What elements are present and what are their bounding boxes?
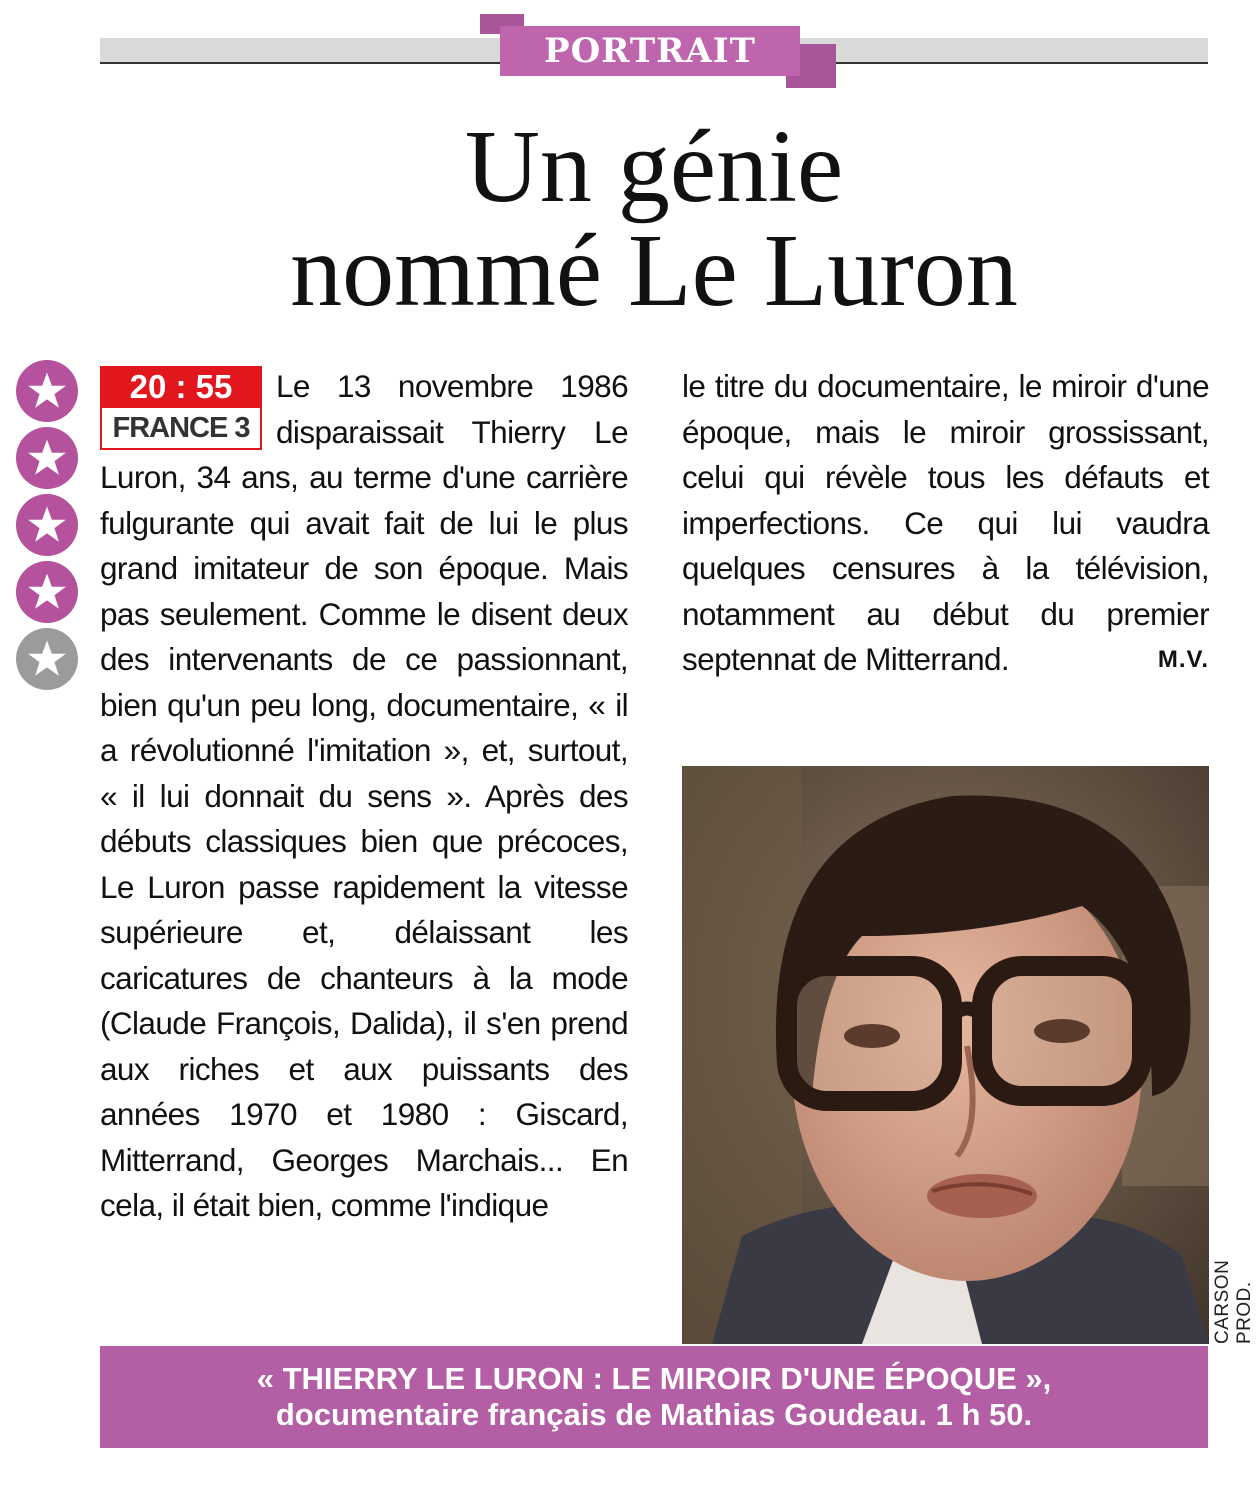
caption-details: documentaire français de Mathias Goudeau. 1 h 50. [275,1397,1033,1432]
rating-stars [16,360,80,695]
headline-line-1: Un génie [464,109,844,224]
article-column-1 [100,364,628,1229]
photo-credit: CARSON PROD. [1212,1259,1255,1344]
rating-star-filled-icon [16,494,78,556]
rating-star-filled-icon [16,427,78,489]
article-column-2 [682,364,1209,683]
article-text-2: le titre du documentaire, le miroir d'une époque, mais le miroir grossissant, celui qui révèle tous les défauts et imperfections. Ce qui lui vaudra quelques censures à la télévision, notamment au début du premier septennat de Mitterrand. [682,368,1209,677]
article-text-1: Le 13 novembre 1986 disparaissait Thierry Le Luron, 34 ans, au terme d'une carrière fulgurante qui avait fait de lui le plus grand imitateur de son époque. Mais pas seulement. Comme le disent deux des intervenants de ce passionnant, bien qu'un peu long, documentaire, « il a révolutionné l'imitation », et, surtout, « il lui donnait du sens ». Après des débuts classiques bien que précoces, Le Luron passe rapidement la vitesse supérieure et, délaissant les caricatures de chanteurs à la mode (Claude François, Dalida), il s'en prend aux riches et aux puissants des années 1970 et 1980 : Giscard, Mitterrand, Georges Marchais... En cela, il était bien, comme l'indique [100,368,628,1223]
broadcast-channel: FRANCE 3 [100,408,262,450]
section-tag: PORTRAIT [500,26,800,76]
headline-line-2: nommé Le Luron [290,213,1018,328]
rating-star-filled-icon [16,360,78,422]
byline: M.V. [1157,646,1209,673]
headline [100,109,1208,328]
program-caption [100,1346,1208,1448]
portrait-illustration [682,766,1209,1344]
rating-star-empty-icon [16,628,78,690]
caption-title: « THIERRY LE LURON : LE MIROIR D'UNE ÉPOQUE », [256,1361,1052,1396]
rating-star-filled-icon [16,561,78,623]
broadcast-time: 20 : 55 [100,366,262,408]
portrait-photo [682,766,1209,1344]
